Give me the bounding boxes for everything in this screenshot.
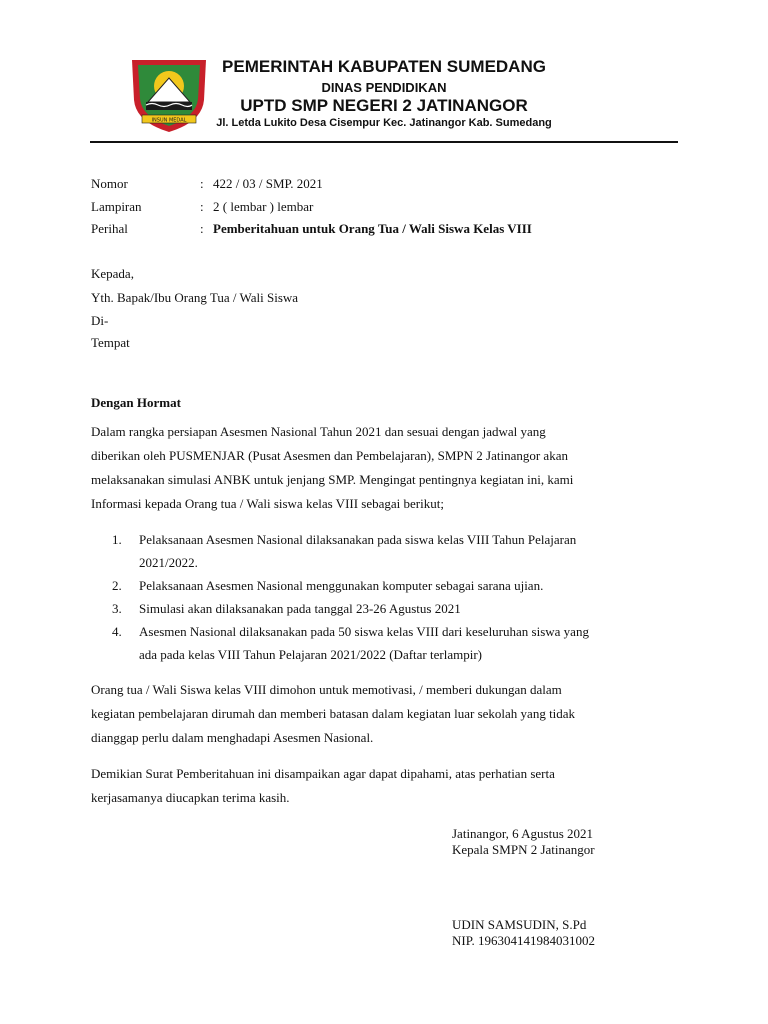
parent-paragraph (91, 678, 656, 750)
list-line: Pelaksanaan Asesmen Nasional dilaksanakan pada siswa kelas VIII Tahun Pelajaran (139, 532, 577, 547)
salutation: Dengan Hormat (91, 395, 181, 410)
para-line: kerjasamanya diucapkan terima kasih. (91, 790, 290, 805)
perihal-label: Perihal (91, 221, 128, 236)
list-line: Asesmen Nasional dilaksanakan pada 50 siswa kelas VIII dari keseluruhan siswa yang (139, 624, 589, 639)
svg-text:INSUN MEDAL: INSUN MEDAL (151, 117, 187, 124)
list-line: ada pada kelas VIII Tahun Pelajaran 2021/2022 (Daftar terlampir) (139, 647, 482, 662)
signer-name: UDIN SAMSUDIN, S.Pd (452, 917, 587, 932)
lampiran-value: 2 ( lembar ) lembar (213, 199, 314, 214)
place-date: Jatinangor, 6 Agustus 2021 (452, 826, 594, 841)
lampiran-colon: : (200, 199, 204, 214)
signer-position: Kepala SMPN 2 Jatinangor (452, 842, 595, 857)
letterhead-address: Jl. Letda Lukito Desa Cisempur Kec. Jatinangor Kab. Sumedang (216, 117, 552, 129)
intro-line: diberikan oleh PUSMENJAR (Pusat Asesmen dan Pembelajaran), SMPN 2 Jatinangor akan (91, 448, 568, 463)
list-number: 2. (112, 578, 122, 593)
intro-line: Dalam rangka persiapan Asesmen Nasional Tahun 2021 dan sesuai dengan jadwal yang (91, 424, 546, 439)
list-item (91, 528, 671, 574)
para-line: Demikian Surat Pemberitahuan ini disampaikan agar dapat dipahami, atas perhatian serta (91, 766, 555, 781)
letterhead-divider (90, 141, 678, 143)
nomor-label: Nomor (91, 176, 128, 191)
letterhead-government: PEMERINTAH KABUPATEN SUMEDANG (222, 57, 546, 76)
list-line: Pelaksanaan Asesmen Nasional menggunakan komputer sebagai sarana ujian. (139, 578, 544, 593)
list-item (91, 597, 671, 620)
intro-paragraph (91, 420, 656, 516)
recipient-yth: Yth. Bapak/Ibu Orang Tua / Wali Siswa (91, 290, 299, 305)
list-line: Simulasi akan dilaksanakan pada tanggal 23-26 Agustus 2021 (139, 601, 461, 616)
perihal-value: Pemberitahuan untuk Orang Tua / Wali Siswa Kelas VIII (213, 221, 532, 236)
perihal-colon: : (200, 221, 204, 236)
closing-paragraph (91, 762, 656, 810)
list-item (91, 574, 671, 597)
list-item (91, 620, 671, 666)
lampiran-label: Lampiran (91, 199, 142, 214)
signer-nip: NIP. 196304141984031002 (452, 933, 596, 948)
school-district-logo (128, 56, 210, 134)
para-line: dianggap perlu dalam menghadapi Asesmen Nasional. (91, 730, 374, 745)
letterhead-department: DINAS PENDIDIKAN (321, 80, 447, 95)
nomor-value: 422 / 03 / SMP. 2021 (213, 176, 323, 191)
nomor-colon: : (200, 176, 204, 191)
para-line: Orang tua / Wali Siswa kelas VIII dimohon untuk memotivasi, / memberi dukungan dalam (91, 682, 562, 697)
letterhead-school: UPTD SMP NEGERI 2 JATINANGOR (240, 96, 528, 115)
recipient-tempat: Tempat (91, 335, 130, 350)
list-line: 2021/2022. (139, 555, 198, 570)
list-number: 1. (112, 532, 122, 547)
intro-line: Informasi kepada Orang tua / Wali siswa kelas VIII sebagai berikut; (91, 496, 444, 511)
recipient-kepada: Kepada, (91, 266, 134, 281)
para-line: kegiatan pembelajaran dirumah dan memberi batasan dalam kegiatan luar sekolah yang tidak (91, 706, 576, 721)
list-number: 4. (112, 624, 122, 639)
list-number: 3. (112, 601, 122, 616)
points-list (91, 528, 671, 666)
intro-line: melaksanakan simulasi ANBK untuk jenjang SMP. Mengingat pentingnya kegiatan ini, kami (91, 472, 574, 487)
recipient-di: Di- (91, 313, 109, 328)
